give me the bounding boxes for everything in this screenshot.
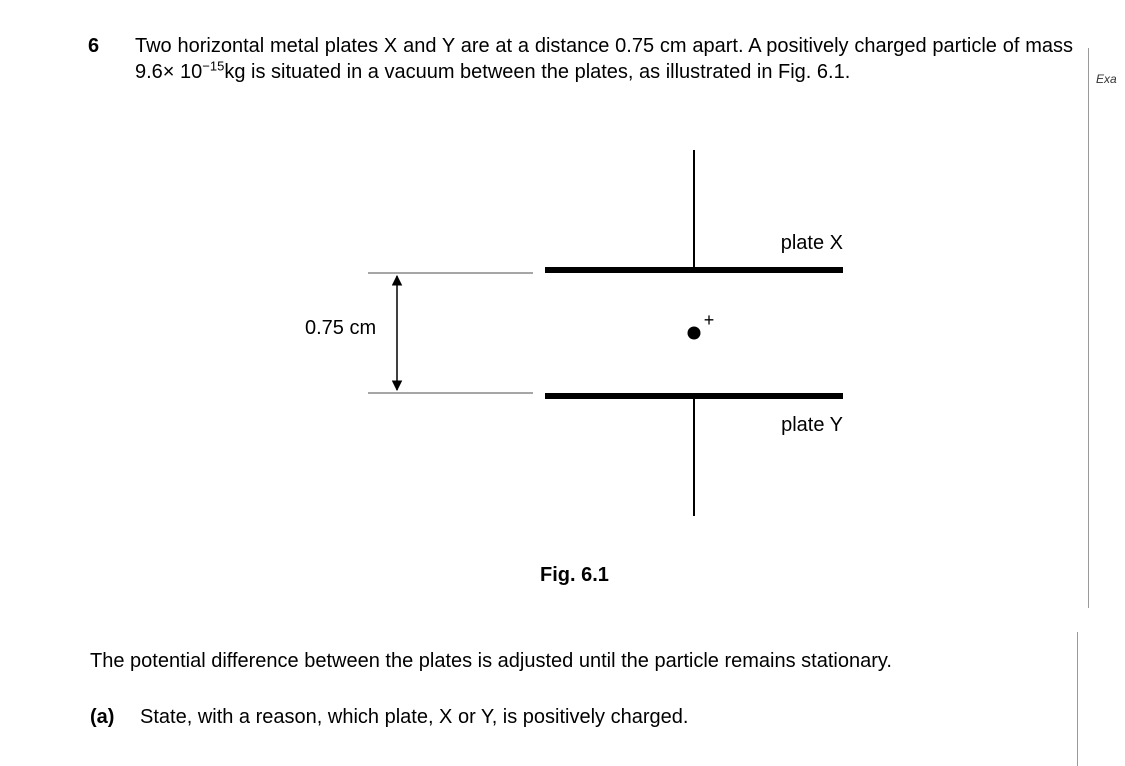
distance-label: 0.75 cm (305, 317, 377, 339)
plate-y-label: plate Y (781, 414, 843, 436)
figure-caption: Fig. 6.1 (540, 564, 609, 586)
condition-paragraph: The potential difference between the plates is adjusted until the particle remains stationary. (90, 650, 892, 672)
part-a-label: (a) (90, 706, 115, 728)
charged-particle (688, 327, 701, 340)
mass-exponent: −15 (202, 58, 225, 74)
question-text-part-1: Two horizontal metal plates X and Y are at a distance 0.75 cm apart. A positively charged particle of mass 9.6× 10 (135, 35, 1073, 83)
question-number: 6 (88, 35, 100, 57)
examiner-margin-label: Exa (1096, 72, 1117, 86)
plate-x-label: plate X (780, 232, 843, 254)
question-text-part-2: kg is situated in a vacuum between the plates, as illustrated in Fig. 6.1. (224, 61, 851, 83)
part-a-question: State, with a reason, which plate, X or Y, is positively charged. (140, 706, 689, 728)
charge-sign: + (703, 310, 715, 330)
